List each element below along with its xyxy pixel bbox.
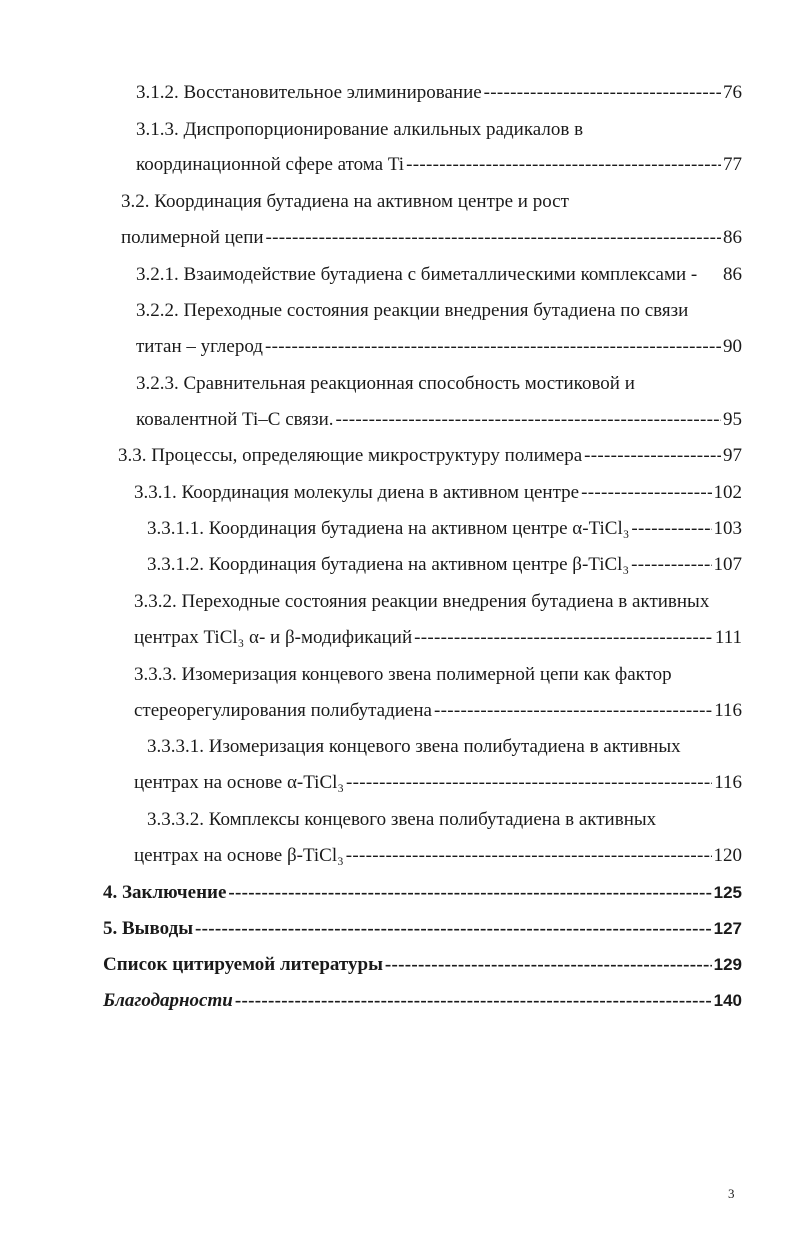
dot-leader [631,552,711,578]
toc-entry-title: титан – углерод [136,336,263,357]
toc-entry-title: 3.3.1.2. Координация бутадиена на активном центре β-TiCl₃ [147,554,630,575]
dot-leader [346,770,712,796]
dot-leader [434,698,712,724]
toc-entry-page: 95 [723,409,742,430]
toc-entry-page: 86 [723,227,742,248]
dot-leader [406,152,721,178]
toc-entry-title: 3.1.2. Восстановительное элиминирование [136,82,482,103]
toc-entry-title: Список цитируемой литературы [103,954,383,975]
toc-entry-title: стереорегулирования полибутадиена [134,700,432,721]
toc-entry-3-1-2 [136,80,742,106]
toc-entry-title: 3.3.1. Координация молекулы диена в активном центре [134,482,580,503]
toc-entry-title: 3.3.1.1. Координация бутадиена на активном центре α-TiCl₃ [147,518,630,539]
toc-entry-page: 116 [714,772,742,793]
toc-entry-references [103,952,742,978]
toc-entry-3-3-1-2 [147,552,742,578]
toc-entry-page: 111 [714,627,742,648]
toc-entry-title: 5. Выводы [103,918,194,939]
dot-leader [631,516,711,542]
toc-entry-3-3-2-cont [134,625,742,651]
toc-entry-title: 3.2. Координация бутадиена на активном центре и рост [121,191,569,212]
toc-entry-title: 3.3. Процессы, определяющие микроструктуру полимера [118,445,583,466]
toc-entry-acknowledgements [103,988,742,1014]
toc-entry-page: 120 [713,845,742,866]
toc-entry-3-2-cont [121,225,742,251]
toc-entry-3-3-3-1 [147,734,681,760]
dot-leader [228,880,711,906]
dot-leader [584,443,721,469]
toc-entry-3-1-3-cont [136,152,742,178]
dot-leader [581,480,711,506]
toc-entry-3-3-1 [134,480,742,506]
toc-entry-title: 3.2.2. Переходные состояния реакции внедрения бутадиена по связи [136,300,689,321]
dot-leader [336,407,721,433]
toc-entry-3-3 [118,443,742,469]
toc-entry-3-2-1 [136,262,742,288]
toc-entry-title: центрах TiCl₃ α- и β-модификаций [134,627,413,648]
toc-entry-findings [103,916,742,942]
toc-entry-title: 3.2.1. Взаимодействие бутадиена с биметаллическими комплексами - [136,264,698,285]
toc-entry-3-2 [121,189,569,215]
toc-entry-3-1-3 [136,117,583,143]
toc-entry-page: 97 [723,445,742,466]
toc-entry-page: 116 [714,700,742,721]
toc-entry-page: 102 [713,482,742,503]
dot-leader [414,625,713,651]
toc-entry-page: 127 [713,919,742,938]
toc-entry-title: 3.3.3. Изомеризация концевого звена полимерной цепи как фактор [134,664,672,685]
toc-entry-3-3-3 [134,662,672,688]
toc-entry-title: 4. Заключение [103,882,227,903]
page-number: 3 [728,1186,735,1201]
toc-entry-title: ковалентной Ti–C связи. [136,409,334,430]
toc-entry-title: центрах на основе α-TiCl₃ [134,772,345,793]
toc-entry-page: 77 [723,154,742,175]
toc-entry-page: 125 [713,883,742,902]
dot-leader [346,843,712,869]
toc-entry-3-3-2 [134,589,709,615]
toc-entry-3-3-3-2 [147,807,656,833]
toc-entry-title: 3.3.3.2. Комплексы концевого звена полибутадиена в активных [147,809,657,830]
toc-entry-3-3-1-1 [147,516,742,542]
toc-entry-title: координационной сфере атома Ti [136,154,405,175]
toc-entry-3-3-3-1-cont [134,770,742,796]
toc-entry-title: 3.2.3. Сравнительная реакционная способность мостиковой и [136,373,635,394]
toc-entry-title: 3.1.3. Диспропорционирование алкильных радикалов в [136,119,584,140]
toc-entry-title: 3.3.2. Переходные состояния реакции внедрения бутадиена в активных [134,591,710,612]
dot-leader [484,80,721,106]
dot-leader [266,225,721,251]
toc-entry-3-2-3 [136,371,635,397]
dot-leader [385,952,712,978]
toc-entry-page: 90 [723,336,742,357]
dot-leader [265,334,721,360]
toc-entry-page: 129 [713,955,742,974]
toc-entry-3-2-3-cont [136,407,742,433]
toc-entry-page: 140 [713,991,742,1010]
toc-entry-title: центрах на основе β-TiCl₃ [134,845,344,866]
toc-entry-title: Благодарности [103,990,233,1011]
dot-leader [195,916,712,942]
toc-entry-title: 3.3.3.1. Изомеризация концевого звена полибутадиена в активных [147,736,681,757]
toc-entry-3-3-3-2-cont [134,843,742,869]
toc-entry-conclusion [103,880,742,906]
toc-entry-3-2-2 [136,298,688,324]
toc-entry-title: полимерной цепи [121,227,264,248]
toc-entry-page: 76 [723,82,742,103]
toc-entry-3-3-3-cont [134,698,742,724]
toc-entry-page: 86 [723,264,742,285]
toc-entry-3-2-2-cont [136,334,742,360]
dot-leader [235,988,712,1014]
toc-entry-page: 107 [713,554,742,575]
toc-entry-page: 103 [713,518,742,539]
